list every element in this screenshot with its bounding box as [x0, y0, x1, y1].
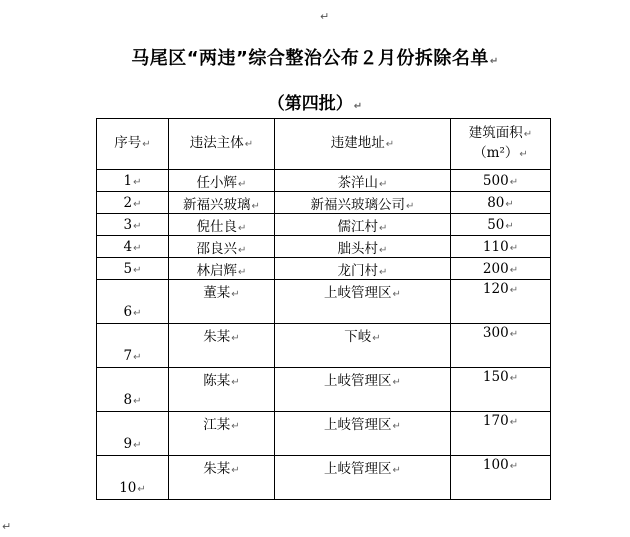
table-row: [97, 170, 551, 192]
paragraph-mark: ↵: [379, 266, 388, 278]
table-row: [97, 324, 551, 368]
table-row: [97, 258, 551, 280]
row-subject: 任小辉↵: [169, 170, 275, 192]
paragraph-mark: ↵: [231, 377, 240, 388]
row-subject: 江某↵: [169, 412, 275, 456]
paragraph-mark: ↵: [379, 178, 388, 190]
row-address: 上岐管理区↵: [275, 280, 451, 324]
row-area: 500↵: [451, 170, 551, 192]
paragraph-mark: ↵: [320, 10, 330, 23]
paragraph-mark: ↵: [231, 333, 240, 344]
paragraph-mark: ↵: [392, 377, 401, 388]
row-area: 300↵: [451, 324, 551, 368]
table-row: [97, 412, 551, 456]
row-id: 2↵: [97, 192, 169, 214]
row-area: 170↵: [451, 412, 551, 456]
row-subject: 倪仕良↵: [169, 214, 275, 236]
header-address: 违建地址↵: [275, 119, 451, 170]
paragraph-mark: ↵: [392, 421, 401, 432]
paragraph-mark: ↵: [133, 220, 142, 232]
paragraph-mark: ↵: [133, 440, 142, 451]
paragraph-mark: ↵: [231, 421, 240, 432]
paragraph-mark: ↵: [133, 242, 142, 254]
paragraph-mark: ↵: [2, 520, 12, 533]
paragraph-mark: ↵: [505, 220, 514, 232]
paragraph-mark: ↵: [509, 242, 519, 254]
paragraph-mark: ↵: [133, 264, 142, 276]
row-area: 80↵: [451, 192, 551, 214]
row-address: 朏头村↵: [275, 236, 451, 258]
paragraph-mark: ↵: [133, 176, 142, 188]
table-header-row: [97, 119, 551, 170]
paragraph-mark: ↵: [379, 222, 388, 234]
row-id: 6↵: [97, 280, 169, 324]
paragraph-mark: ↵: [509, 264, 519, 276]
row-subject: 新福兴玻璃↵: [169, 192, 275, 214]
paragraph-mark: ↵: [238, 244, 247, 256]
table-row: [97, 368, 551, 412]
row-area: 150↵: [451, 368, 551, 412]
row-id: 10↵: [97, 456, 169, 500]
header-id: 序号↵: [97, 119, 169, 170]
paragraph-mark: ↵: [231, 465, 240, 476]
row-area: 200↵: [451, 258, 551, 280]
row-id: 5↵: [97, 258, 169, 280]
header-subject: 违法主体↵: [169, 119, 275, 170]
row-area: 120↵: [451, 280, 551, 324]
row-address: 儒江村↵: [275, 214, 451, 236]
paragraph-mark: ↵: [509, 461, 519, 472]
paragraph-mark: ↵: [509, 285, 519, 296]
paragraph-mark: ↵: [509, 329, 519, 340]
header-area: 建筑面积↵ （m²）↵: [451, 119, 551, 170]
paragraph-mark: ↵: [133, 352, 142, 363]
row-id: 8↵: [97, 368, 169, 412]
row-subject: 邵良兴↵: [169, 236, 275, 258]
table-row: [97, 192, 551, 214]
paragraph-mark: ↵: [231, 289, 240, 300]
paragraph-mark: ↵: [489, 56, 499, 67]
document-subtitle: （第四批）↵: [267, 94, 363, 114]
paragraph-mark: ↵: [392, 289, 401, 300]
paragraph-mark: ↵: [509, 417, 519, 428]
paragraph-mark: ↵: [133, 396, 142, 407]
row-subject: 朱某↵: [169, 456, 275, 500]
row-subject: 林启辉↵: [169, 258, 275, 280]
paragraph-mark: ↵: [238, 266, 247, 278]
row-subject: 董某↵: [169, 280, 275, 324]
row-subject: 朱某↵: [169, 324, 275, 368]
paragraph-mark: ↵: [137, 484, 146, 495]
table-row: [97, 280, 551, 324]
document-title: 马尾区“两违”综合整治公布２月份拆除名单↵: [131, 48, 499, 69]
paragraph-mark: ↵: [509, 176, 519, 188]
row-subject: 陈某↵: [169, 368, 275, 412]
row-address: 上岐管理区↵: [275, 412, 451, 456]
paragraph-mark: ↵: [379, 244, 388, 256]
paragraph-mark: ↵: [353, 101, 363, 112]
table-row: [97, 236, 551, 258]
row-address: 下岐↵: [275, 324, 451, 368]
paragraph-mark: ↵: [133, 308, 142, 319]
paragraph-mark: ↵: [392, 465, 401, 476]
table-row: [97, 214, 551, 236]
row-area: 110↵: [451, 236, 551, 258]
row-id: 9↵: [97, 412, 169, 456]
row-address: 新福兴玻璃公司↵: [275, 192, 451, 214]
row-address: 龙门村↵: [275, 258, 451, 280]
paragraph-mark: ↵: [372, 333, 381, 344]
row-id: 3↵: [97, 214, 169, 236]
row-address: 上岐管理区↵: [275, 456, 451, 500]
paragraph-mark: ↵: [509, 373, 519, 384]
paragraph-mark: ↵: [238, 178, 247, 190]
row-id: 1↵: [97, 170, 169, 192]
paragraph-mark: ↵: [133, 198, 142, 210]
table-row: [97, 456, 551, 500]
paragraph-mark: ↵: [406, 200, 415, 212]
demolition-table: [96, 118, 551, 500]
row-id: 4↵: [97, 236, 169, 258]
paragraph-mark: ↵: [505, 198, 514, 210]
paragraph-mark: ↵: [251, 200, 260, 212]
row-address: 茶洋山↵: [275, 170, 451, 192]
paragraph-mark: ↵: [238, 222, 247, 234]
row-id: 7↵: [97, 324, 169, 368]
row-area: 50↵: [451, 214, 551, 236]
row-address: 上岐管理区↵: [275, 368, 451, 412]
row-area: 100↵: [451, 456, 551, 500]
